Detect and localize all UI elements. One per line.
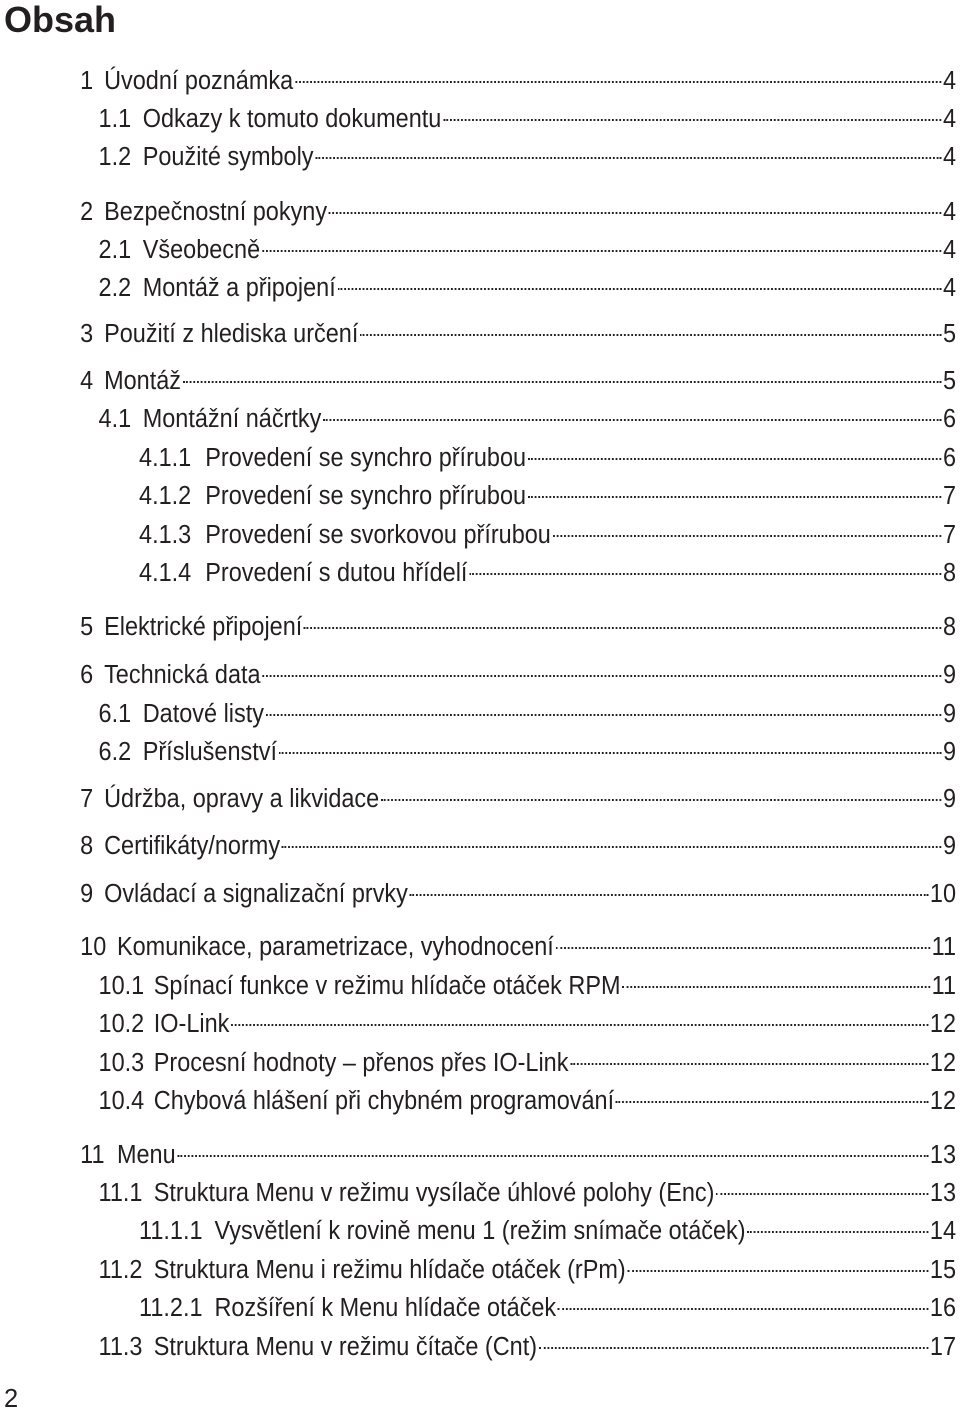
toc-entry-title: Všeobecně [142, 236, 261, 264]
toc-entry[interactable] [99, 1176, 956, 1210]
dot-leader [262, 675, 941, 677]
dot-leader [266, 714, 941, 716]
toc-entry-number: 10.2 [98, 1010, 145, 1038]
toc-entry-title: Odkazy k tomuto dokumentu [142, 105, 442, 133]
toc-entry-number: 10.1 [98, 972, 145, 1000]
toc-entry[interactable] [80, 364, 956, 398]
toc-entry-number: 11.1.1 [139, 1217, 203, 1245]
toc-entry[interactable] [99, 140, 956, 174]
dot-leader [443, 119, 941, 121]
dot-leader [177, 1155, 928, 1157]
toc-entry[interactable] [80, 782, 956, 816]
toc-entry-number: 4.1.2 [139, 482, 192, 510]
toc-entry-page: 4 [942, 198, 956, 226]
toc-entry-page: 15 [929, 1256, 956, 1284]
dot-leader [231, 1024, 928, 1026]
dot-leader [304, 627, 941, 629]
toc-entry[interactable] [99, 697, 956, 731]
toc-entry-page: 5 [942, 320, 956, 348]
toc-entry[interactable] [80, 64, 956, 98]
toc-entry-title: Údržba, opravy a likvidace [104, 785, 380, 813]
dot-leader [338, 288, 942, 290]
toc-entry-title: Struktura Menu i režimu hlídače otáček (rPm) [153, 1256, 626, 1284]
dot-leader [469, 573, 941, 575]
toc-entry-page: 4 [942, 105, 956, 133]
toc-entry-number: 6.1 [98, 700, 132, 728]
dot-leader [716, 1193, 928, 1195]
toc-entry[interactable] [99, 969, 956, 1003]
toc-entry[interactable] [99, 102, 956, 136]
toc-entry-page: 16 [929, 1294, 956, 1322]
dot-leader [528, 458, 941, 460]
toc-entry-number: 2.1 [98, 236, 132, 264]
toc-entry-number: 11 [80, 1141, 105, 1169]
toc-entry-title: Montáž [104, 367, 182, 395]
toc-entry[interactable] [99, 402, 956, 436]
toc-entry[interactable] [139, 556, 956, 590]
dot-leader [616, 1101, 928, 1103]
toc-entry[interactable] [139, 1214, 956, 1248]
dot-leader [622, 986, 929, 988]
toc-entry-number: 1.2 [98, 143, 132, 171]
page-number: 2 [4, 1385, 19, 1413]
toc-entry[interactable] [80, 1138, 956, 1172]
toc-entry-title: Certifikáty/normy [104, 832, 281, 860]
toc-entry-page: 7 [942, 521, 956, 549]
toc-entry-page: 12 [929, 1049, 956, 1077]
toc-entry[interactable] [99, 233, 956, 267]
toc-entry-page: 12 [929, 1087, 956, 1115]
toc-entry-number: 4.1 [98, 405, 132, 433]
toc-entry-number: 11.2 [98, 1256, 143, 1284]
dot-leader [381, 799, 941, 801]
toc-entry-number: 4.1.1 [139, 444, 192, 472]
dot-leader [279, 752, 941, 754]
toc-entry-title: Ovládací a signalizační prvky [104, 880, 408, 908]
toc-entry-page: 6 [942, 444, 956, 472]
toc-entry-title: Montážní náčrtky [142, 405, 322, 433]
dot-leader [315, 157, 941, 159]
toc-entry-number: 6.2 [98, 738, 132, 766]
toc-entry-number: 7 [80, 785, 94, 813]
toc-entry-number: 4.1.3 [139, 521, 192, 549]
dot-leader [323, 419, 941, 421]
dot-leader [558, 1308, 928, 1310]
dot-leader [553, 535, 941, 537]
toc-entry[interactable] [99, 735, 956, 769]
toc-entry-title: Spínací funkce v režimu hlídače otáček RPM [153, 972, 621, 1000]
toc-entry-page: 7 [942, 482, 956, 510]
toc-entry-number: 11.3 [98, 1333, 143, 1361]
toc-entry-title: Struktura Menu v režimu vysílače úhlové polohy (Enc) [153, 1179, 715, 1207]
toc-entry-number: 2 [80, 198, 94, 226]
toc-entry-number: 4 [80, 367, 94, 395]
toc-entry-title: Menu [116, 1141, 176, 1169]
toc-entry-number: 10 [80, 933, 107, 961]
toc-entry-number: 10.3 [98, 1049, 145, 1077]
dot-leader [628, 1270, 928, 1272]
toc-entry-number: 9 [80, 880, 94, 908]
toc-entry-title: Bezpečnostní pokyny [104, 198, 328, 226]
toc-entry-title: IO-Link [153, 1010, 230, 1038]
toc-entry-number: 10.4 [98, 1087, 145, 1115]
toc-entry-page: 11 [931, 933, 956, 961]
toc-entry-page: 6 [942, 405, 956, 433]
toc-entry-number: 1 [80, 67, 94, 95]
toc-entry-page: 8 [942, 613, 956, 641]
toc-entry-number: 5 [80, 613, 94, 641]
toc-entry-number: 1.1 [98, 105, 132, 133]
toc-entry[interactable] [139, 441, 956, 475]
dot-leader [747, 1231, 928, 1233]
toc-entry[interactable] [99, 1330, 956, 1364]
toc-entry-title: Struktura Menu v režimu čítače (Cnt) [153, 1333, 538, 1361]
toc-entry-page: 9 [942, 738, 956, 766]
toc-entry-number: 6 [80, 661, 94, 689]
toc-entry-title: Procesní hodnoty – přenos přes IO-Link [153, 1049, 569, 1077]
toc-entry-number: 11.2.1 [139, 1294, 203, 1322]
toc-entry-title: Technická data [104, 661, 261, 689]
page-title: Obsah [4, 0, 117, 40]
toc-entry-title: Provedení se synchro přírubou [205, 444, 527, 472]
toc-entry-page: 13 [929, 1179, 956, 1207]
toc-entry-title: Montáž a připojení [142, 274, 336, 302]
dot-leader [183, 381, 941, 383]
toc-entry[interactable] [139, 518, 956, 552]
toc-entry-page: 9 [942, 785, 956, 813]
toc-entry[interactable] [80, 610, 956, 644]
toc-entry[interactable] [99, 1046, 956, 1080]
toc-entry-number: 4.1.4 [139, 559, 192, 587]
toc-entry-number: 2.2 [98, 274, 132, 302]
toc-entry-page: 12 [929, 1010, 956, 1038]
toc-entry[interactable] [80, 930, 956, 964]
toc-entry-title: Použité symboly [142, 143, 314, 171]
toc-entry[interactable] [80, 658, 956, 692]
toc-entry-page: 4 [942, 236, 956, 264]
toc-entry-page: 8 [942, 559, 956, 587]
toc-entry-number: 3 [80, 320, 94, 348]
toc-entry-page: 10 [929, 880, 956, 908]
toc-entry-title: Provedení s dutou hřídelí [205, 559, 468, 587]
toc-entry-title: Příslušenství [142, 738, 278, 766]
toc-entry-title: Použití z hlediska určení [104, 320, 359, 348]
toc-entry-title: Provedení se synchro přírubou [205, 482, 527, 510]
toc-entry-title: Vysvětlení k rovině menu 1 (režim snímače otáček) [214, 1217, 746, 1245]
toc-entry-page: 4 [942, 67, 956, 95]
toc-entry-number: 8 [80, 832, 94, 860]
toc-entry[interactable] [139, 1291, 956, 1325]
dot-leader [570, 1063, 928, 1065]
toc-entry-page: 4 [942, 274, 956, 302]
toc-entry-title: Rozšíření k Menu hlídače otáček [214, 1294, 557, 1322]
toc-entry-number: 11.1 [98, 1179, 143, 1207]
dot-leader [262, 250, 941, 252]
dot-leader [360, 334, 941, 336]
toc-entry-title: Komunikace, parametrizace, vyhodnocení [116, 933, 554, 961]
toc-entry-page: 9 [942, 832, 956, 860]
toc-entry-page: 5 [942, 367, 956, 395]
toc-entry-title: Úvodní poznámka [104, 67, 294, 95]
toc-entry-page: 9 [942, 661, 956, 689]
toc-entry[interactable] [99, 271, 956, 305]
dot-leader [329, 212, 941, 214]
dot-leader [295, 81, 941, 83]
toc-entry[interactable] [80, 317, 956, 351]
dot-leader [282, 846, 941, 848]
toc-entry-page: 9 [942, 700, 956, 728]
toc-entry-page: 17 [929, 1333, 956, 1361]
toc-entry[interactable] [99, 1007, 956, 1041]
toc-entry-page: 13 [929, 1141, 956, 1169]
dot-leader [528, 496, 941, 498]
toc-entry[interactable] [80, 195, 956, 229]
toc-entry-page: 11 [931, 972, 956, 1000]
dot-leader [410, 894, 928, 896]
toc-entry-title: Chybová hlášení při chybném programování [153, 1087, 615, 1115]
toc-entry[interactable] [99, 1084, 956, 1118]
toc-entry-title: Elektrické připojení [104, 613, 303, 641]
toc-entry[interactable] [99, 1253, 956, 1287]
toc-entry-page: 4 [942, 143, 956, 171]
toc-entry[interactable] [80, 877, 956, 911]
toc-entry[interactable] [80, 829, 956, 863]
dot-leader [539, 1347, 928, 1349]
dot-leader [556, 947, 930, 949]
toc-entry-title: Datové listy [142, 700, 264, 728]
toc-entry-title: Provedení se svorkovou přírubou [205, 521, 551, 549]
toc-entry[interactable] [139, 479, 956, 513]
toc-entry-page: 14 [929, 1217, 956, 1245]
